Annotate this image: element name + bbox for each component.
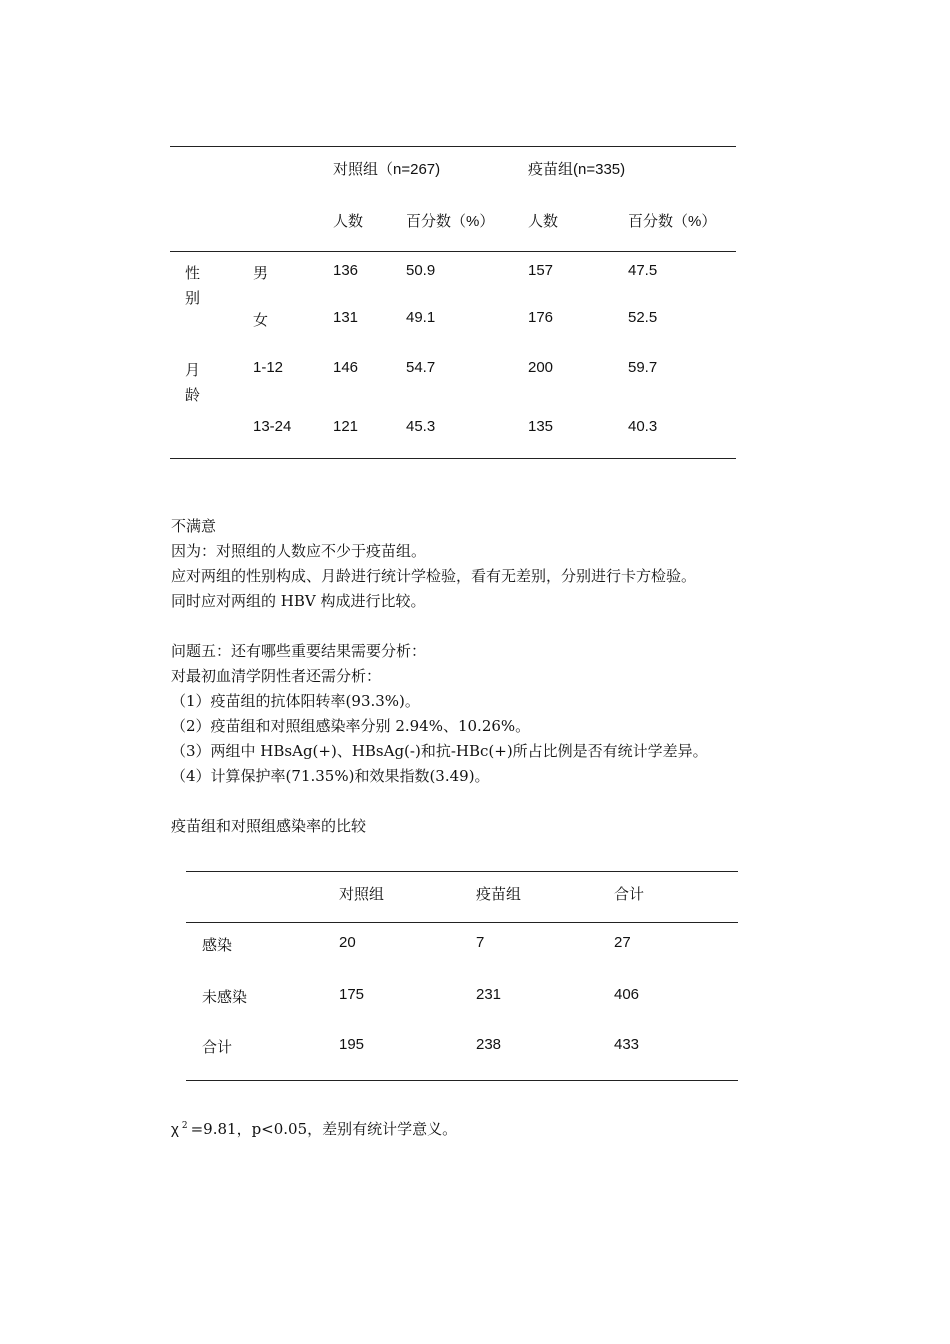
paragraph: 同时应对两组的 HBV 构成进行比较。 (171, 592, 426, 610)
table2-cell: 20 (339, 934, 356, 951)
table2-cell: 433 (614, 1036, 640, 1053)
table1-sub-vaccine-count: 人数 (528, 213, 559, 230)
table2-cell: 175 (339, 986, 365, 1003)
list-item: （3）两组中 HBsAg(+)、HBsAg(-)和抗-HBc(+)所占比例是否有统计学差异。 (171, 742, 708, 760)
table1-cell: 131 (333, 309, 359, 326)
table1-sub-control-count: 人数 (333, 213, 364, 230)
table1-header-control: 对照组（n=267) (333, 161, 441, 178)
table1-cell: 59.7 (628, 359, 658, 376)
table1-cell: 176 (528, 309, 554, 326)
table1-header-vaccine: 疫苗组(n=335) (528, 161, 626, 178)
table2-cell: 406 (614, 986, 640, 1003)
table2-header-vaccine: 疫苗组 (476, 885, 522, 903)
chi-result-text: =9.81，p<0.05，差别有统计学意义。 (190, 1120, 458, 1138)
list-item: （4）计算保护率(71.35%)和效果指数(3.49)。 (171, 767, 490, 785)
table1-row-label: 女 (253, 311, 269, 329)
table1-group-age-2: 龄 (185, 386, 201, 404)
table2-row-label: 感染 (202, 936, 233, 954)
table2-cell: 195 (339, 1036, 365, 1053)
table2-cell: 231 (476, 986, 502, 1003)
table2-row-label: 合计 (202, 1038, 233, 1056)
table1-cell: 50.9 (406, 262, 436, 279)
table1-cell: 49.1 (406, 309, 436, 326)
table2-header-rule (186, 922, 738, 923)
table2-header-total: 合计 (614, 885, 645, 903)
table1-cell: 121 (333, 418, 359, 435)
table1-row-label: 13-24 (253, 418, 292, 435)
paragraph: 因为：对照组的人数应不少于疫苗组。 (171, 542, 427, 560)
table1-cell: 136 (333, 262, 359, 279)
table1-group-sex-2: 别 (185, 289, 201, 307)
table2-row-label: 未感染 (202, 988, 248, 1006)
table2-bottom-rule (186, 1080, 738, 1081)
table1-row-label: 男 (253, 264, 269, 282)
chi-square-result (171, 1114, 457, 1142)
table1-row-label: 1-12 (253, 359, 284, 376)
table1-sub-vaccine-percent: 百分数（%） (628, 213, 717, 230)
table1-sub-control-percent: 百分数（%） (406, 213, 495, 230)
paragraph: 对最初血清学阴性者还需分析： (171, 667, 382, 685)
table1-cell: 47.5 (628, 262, 658, 279)
question-heading: 问题五：还有哪些重要结果需要分析： (171, 642, 427, 660)
table2-header-control: 对照组 (339, 885, 385, 903)
table1-cell: 45.3 (406, 418, 436, 435)
chi-symbol: χ (171, 1121, 179, 1138)
table1-bottom-rule (170, 458, 736, 459)
table1-cell: 200 (528, 359, 554, 376)
table2-cell: 27 (614, 934, 631, 951)
list-item: （1）疫苗组的抗体阳转率(93.3%)。 (171, 692, 420, 710)
table1-group-sex-1: 性 (185, 264, 201, 282)
table1-cell: 54.7 (406, 359, 436, 376)
paragraph: 应对两组的性别构成、月龄进行统计学检验，看有无差别，分别进行卡方检验。 (171, 567, 697, 585)
table1-cell: 157 (528, 262, 554, 279)
table1-cell: 135 (528, 418, 554, 435)
table1-cell: 40.3 (628, 418, 658, 435)
table1-cell: 146 (333, 359, 359, 376)
table2-cell: 238 (476, 1036, 502, 1053)
table1-group-age-1: 月 (185, 361, 201, 379)
list-item: （2）疫苗组和对照组感染率分别 2.94%、10.26%。 (171, 717, 531, 735)
paragraph: 不满意 (171, 517, 217, 535)
table2-top-rule (186, 871, 738, 872)
chi-superscript: 2 (181, 1121, 188, 1131)
table2-caption: 疫苗组和对照组感染率的比较 (171, 817, 367, 835)
table1-cell: 52.5 (628, 309, 658, 326)
table1-top-rule (170, 146, 736, 147)
table1-header-rule (170, 251, 736, 252)
table2-cell: 7 (476, 934, 485, 951)
